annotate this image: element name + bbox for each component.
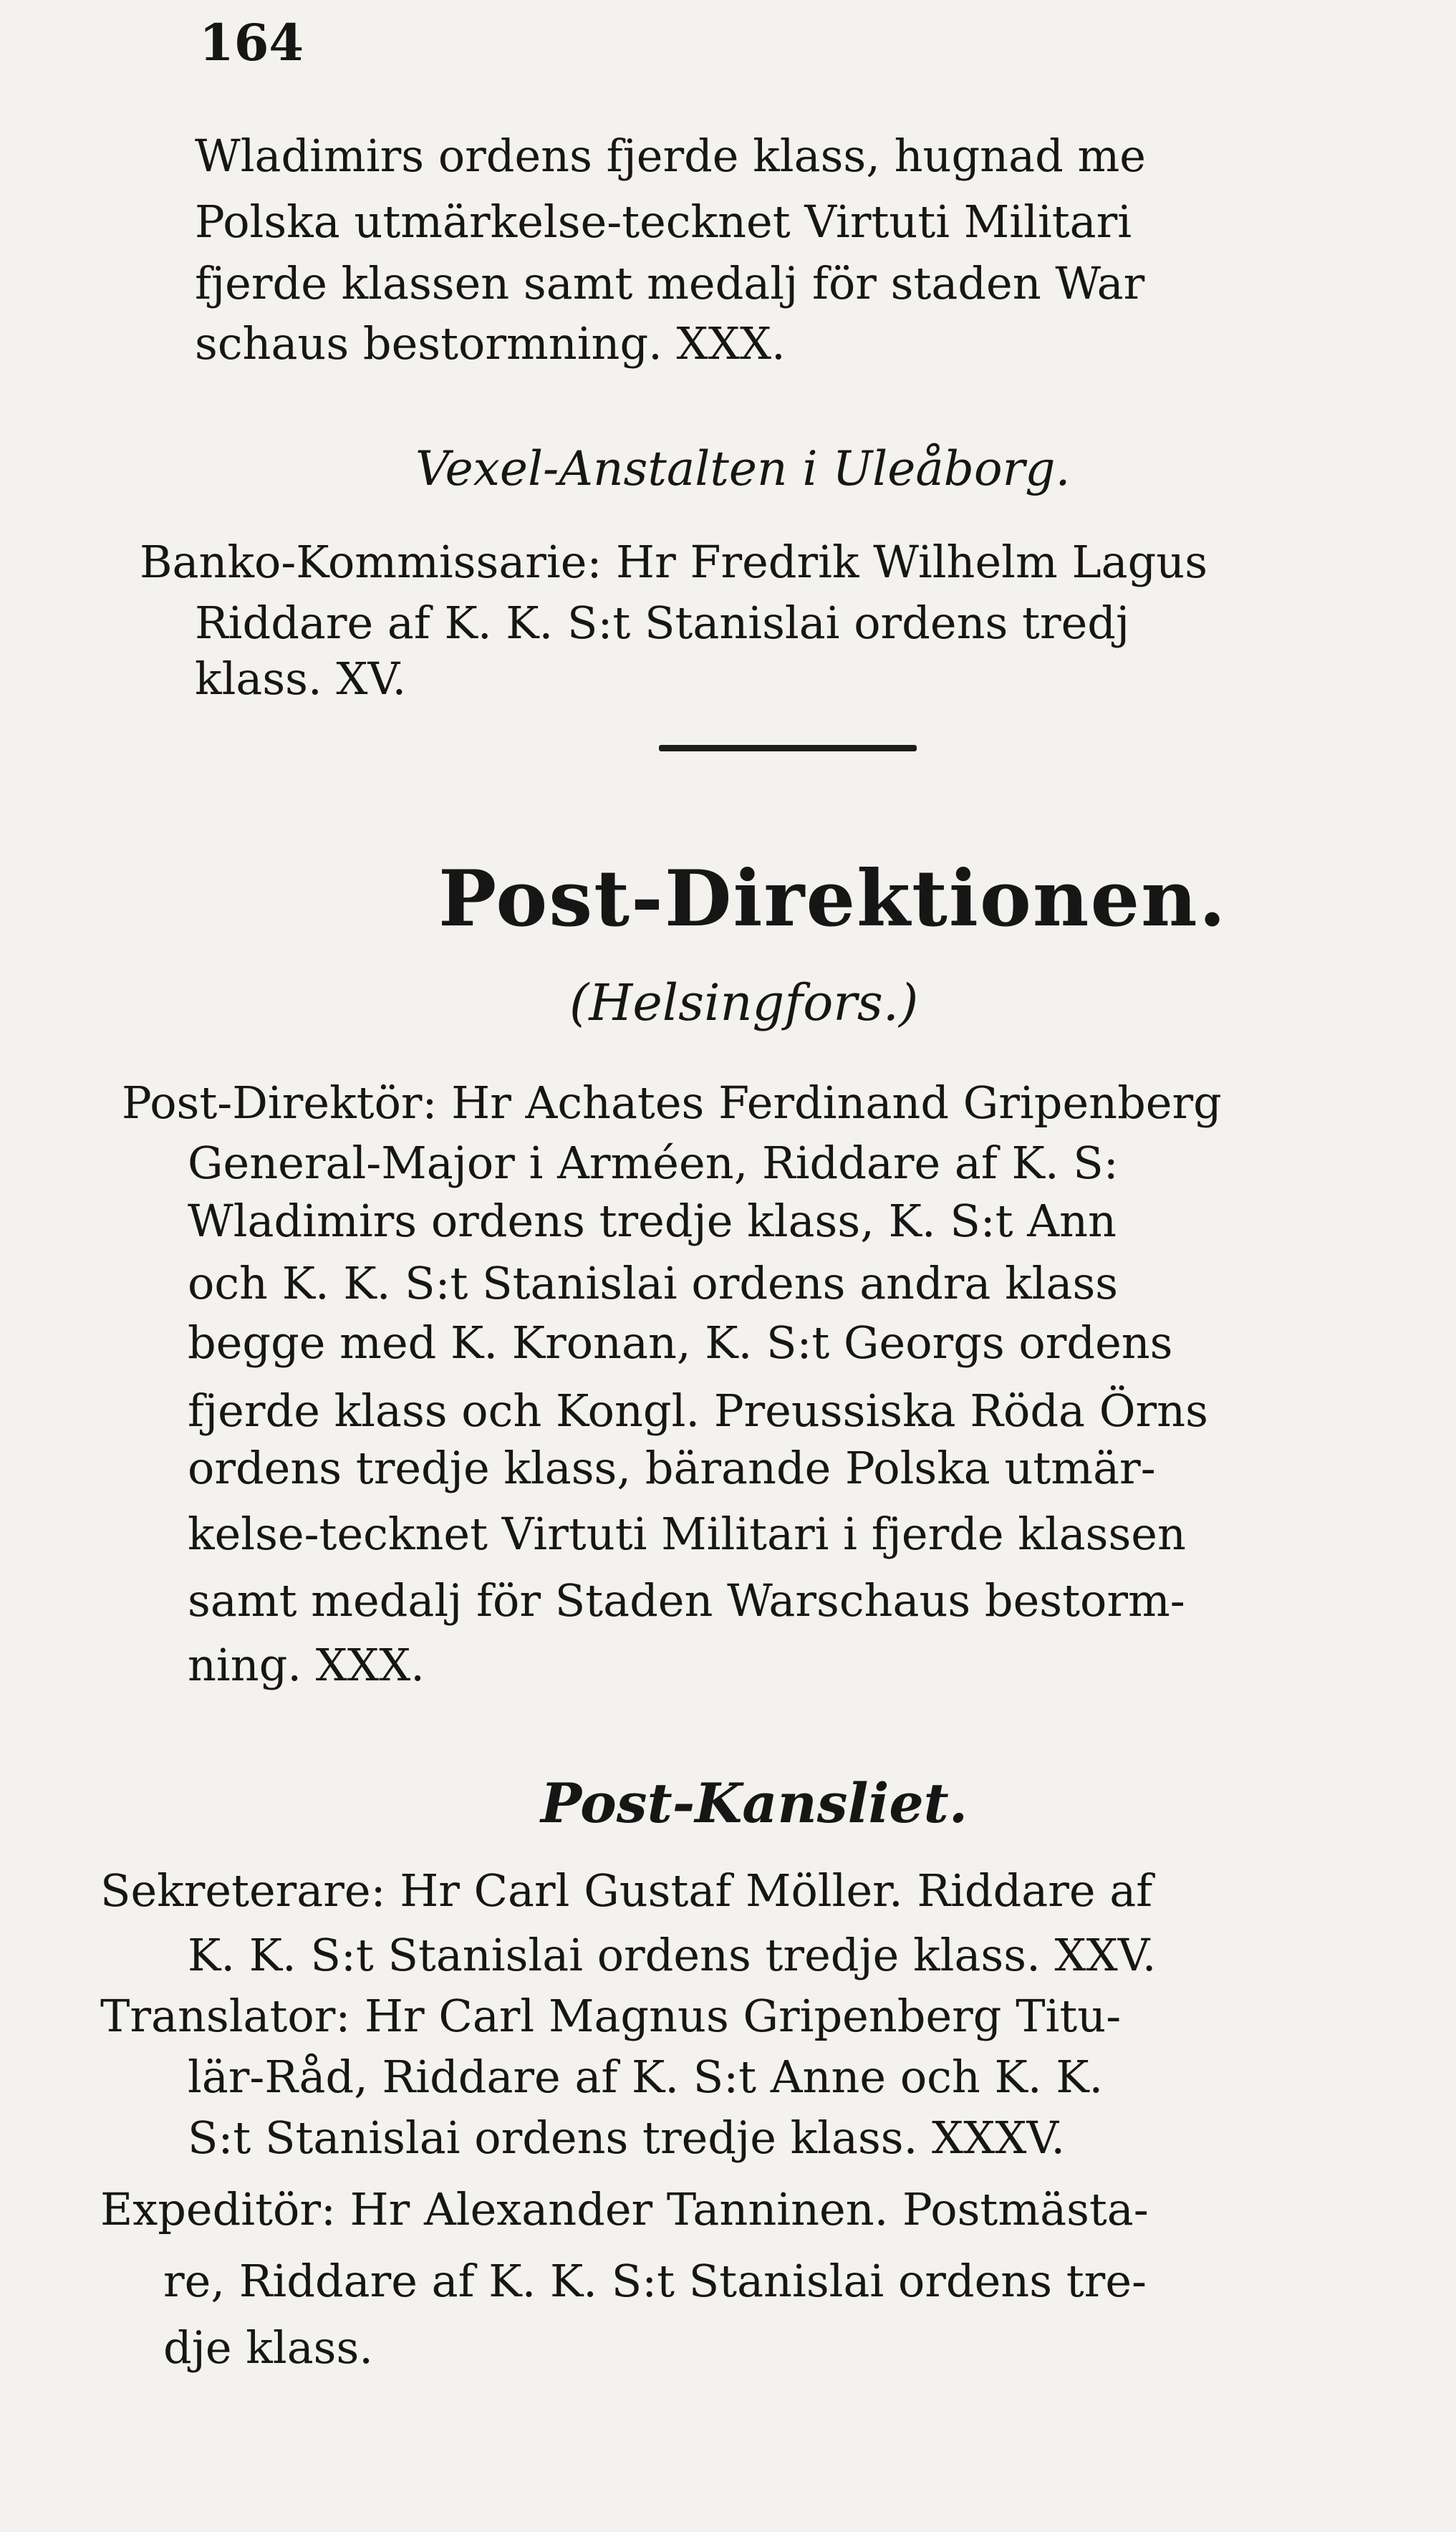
text-line: klass. XV. xyxy=(195,653,407,705)
text-line: Translator: Hr Carl Magnus Gripenberg Titu- xyxy=(100,1990,1122,2042)
text-line: Wladimirs ordens tredje klass, K. S:t Ann xyxy=(188,1195,1117,1247)
text-line: fjerde klassen samt medalj för staden War xyxy=(195,257,1145,309)
text-line: fjerde klass och Kongl. Preussiska Röda Örns xyxy=(188,1385,1208,1437)
text-line: och K. K. S:t Stanislai ordens andra klass xyxy=(188,1257,1119,1309)
text-line: S:t Stanislai ordens tredje klass. XXXV. xyxy=(188,2112,1066,2164)
text-line: schaus bestormning. XXX. xyxy=(195,317,786,370)
text-line: K. K. S:t Stanislai ordens tredje klass. XXV. xyxy=(188,1929,1157,1981)
section-heading: Post-Kansliet. xyxy=(541,1771,968,1835)
text-line: re, Riddare af K. K. S:t Stanislai ordens tre- xyxy=(163,2255,1147,2307)
text-line: Riddare af K. K. S:t Stanislai ordens tredj xyxy=(195,597,1130,649)
text-line: Sekreterare: Hr Carl Gustaf Möller. Riddare af xyxy=(100,1864,1153,1917)
text-line: Post-Direktör: Hr Achates Ferdinand Gripenberg xyxy=(122,1077,1222,1129)
section-divider xyxy=(659,745,917,751)
text-line: Banko-Kommissarie: Hr Fredrik Wilhelm Lagus xyxy=(140,536,1208,588)
text-line: Polska utmärkelse-tecknet Virtuti Militari xyxy=(195,196,1132,248)
text-line: General-Major i Arméen, Riddare af K. S: xyxy=(188,1137,1119,1189)
text-line: ordens tredje klass, bärande Polska utmär- xyxy=(188,1442,1156,1494)
text-line: ning. XXX. xyxy=(188,1639,425,1691)
text-line: kelse-tecknet Virtuti Militari i fjerde klassen xyxy=(188,1508,1186,1560)
text-line: Wladimirs ordens fjerde klass, hugnad me xyxy=(195,130,1146,182)
text-line: samt medalj för Staden Warschaus bestorm- xyxy=(188,1574,1185,1627)
section-heading: Vexel-Anstalten i Uleåborg. xyxy=(415,441,1071,496)
text-line: dje klass. xyxy=(163,2321,374,2374)
text-line: begge med K. Kronan, K. S:t Georgs ordens xyxy=(188,1316,1173,1369)
main-heading: Post-Direktionen. xyxy=(438,854,1228,944)
text-line: lär-Råd, Riddare af K. S:t Anne och K. K. xyxy=(188,2051,1104,2103)
text-line: Expeditör: Hr Alexander Tanninen. Postmästa- xyxy=(100,2183,1149,2235)
page-number: 164 xyxy=(199,13,304,72)
location-subtitle: (Helsingfors.) xyxy=(569,973,919,1032)
